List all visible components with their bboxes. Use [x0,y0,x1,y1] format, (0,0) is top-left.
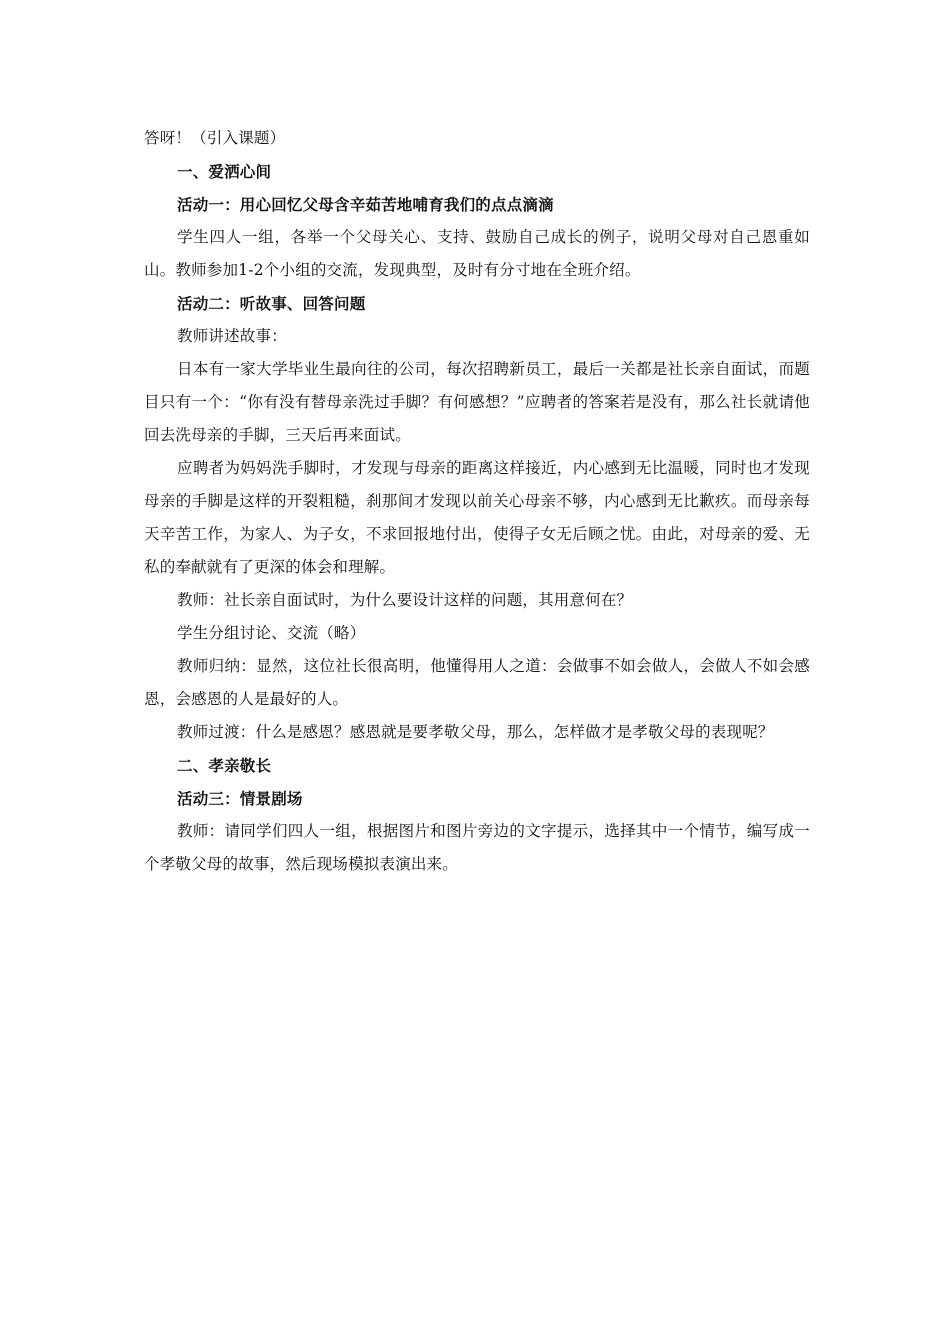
paragraph-5: 教师：社长亲自面试时，为什么要设计这样的问题，其用意何在？ [177,591,633,609]
paragraph-4: 应聘者为妈妈洗手脚时，才发现与母亲的距离这样接近，内心感到无比温暖，同时也才发现母亲的手脚是这样的开裂粗糙，刹那间才发现以前关心母亲不够，内心感到无比歉疚。而母亲每天辛苦工作，为家人、为子女，不求回报地付出，使得子女无后顾之忧。由此，对母亲的爱、无私的奉献就有了更深的体会和理解。 [144,459,810,576]
activity-heading-1: 活动一：用心回忆父母含辛茹苦地哺育我们的点点滴滴 [177,195,554,214]
activity-heading-2: 活动二：听故事、回答问题 [177,294,366,313]
paragraph-6: 学生分组讨论、交流（略） [177,624,366,642]
paragraph-7: 教师归纳：显然，这位社长很高明，他懂得用人之道：会做事不如会做人，会做人不如会感恩，会感恩的人是最好的人。 [144,657,810,708]
paragraph-2: 教师讲述故事： [177,327,287,345]
paragraph-1: 学生四人一组，各举一个父母关心、支持、鼓励自己成长的例子，说明父母对自己恩重如山。教师参加1-2个小组的交流，发现典型，及时有分寸地在全班介绍。 [144,228,810,279]
activity-heading-3: 活动三：情景剧场 [177,789,303,808]
intro-line: 答呀！（引入课题） [144,129,286,147]
paragraph-3: 日本有一家大学毕业生最向往的公司，每次招聘新员工，最后一关都是社长亲自面试，而题目只有一个：“你有没有替母亲洗过手脚？有何感想？”应聘者的答案若是没有，那么社长就请他回去洗母亲的手脚，三天后再来面试。 [144,360,810,444]
section-heading-2: 二、孝亲敬长 [177,756,272,775]
section-heading-1: 一、爱洒心间 [177,162,272,181]
paragraph-8: 教师过渡：什么是感恩？感恩就是要孝敬父母，那么，怎样做才是孝敬父母的表现呢？ [177,723,774,741]
paragraph-9: 教师：请同学们四人一组，根据图片和图片旁边的文字提示，选择其中一个情节，编写成一个孝敬父母的故事，然后现场模拟表演出来。 [144,822,810,873]
document-page [144,122,810,881]
